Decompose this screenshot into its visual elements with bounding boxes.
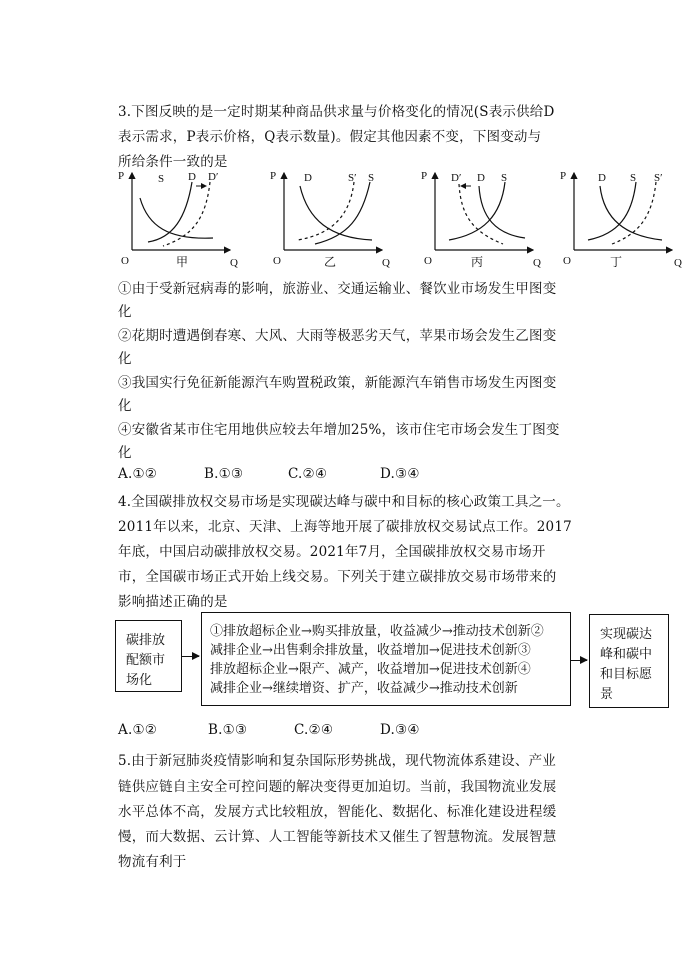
q3-option-c[interactable]: C.②④	[288, 466, 328, 482]
svg-text:D′: D′	[208, 171, 219, 183]
p-axis-label: P	[118, 170, 125, 182]
supply-curve	[140, 198, 213, 238]
q3-line-1: 3.下图反映的是一定时期某种商品供求量与价格变化的情况(S表示供给D	[118, 104, 555, 120]
q4-line-2: 2011年以来，北京、天津、上海等地开展了碳排放权交易试点工作。2017	[118, 519, 572, 535]
statement-3-cont: 化	[118, 398, 132, 414]
svg-text:D: D	[598, 172, 606, 184]
q5-line-4: 慢，而大数据、云计算、人工智能等新技术又催生了智慧物流。发展智慧	[118, 829, 557, 845]
svg-text:P: P	[270, 170, 277, 182]
q3-line-3: 所给条件一致的是	[118, 154, 228, 170]
q4-option-a[interactable]: A.①②	[118, 722, 158, 738]
svg-text:D: D	[477, 172, 485, 184]
supply-shifted-curve	[298, 182, 354, 240]
statement-1-cont: 化	[118, 304, 132, 320]
flow-middle-box: ①排放超标企业→购买排放量，收益减少→推动技术创新② 减排企业→出售剩余排放量，收益增加→促进技术创新③ 排放超标企业→限产、减产，收益增加→促进技术创新④ 减排企业→继续增资、扩产，收益减少→推动技术创新	[201, 612, 571, 706]
svg-text:S: S	[368, 172, 375, 184]
statement-3: ③我国实行免征新能源汽车购置税政策，新能源汽车销售市场发生丙图变	[118, 375, 557, 391]
statement-2-cont: 化	[118, 351, 132, 367]
svg-text:O: O	[273, 255, 281, 267]
svg-text:P: P	[421, 170, 428, 182]
q3-option-d[interactable]: D.③④	[380, 466, 420, 482]
graph-yi	[270, 168, 390, 272]
statement-4-cont: 化	[118, 445, 132, 461]
svg-text:S′: S′	[654, 172, 663, 184]
q4-option-b[interactable]: B.①③	[208, 722, 248, 738]
svg-text:D: D	[188, 171, 196, 183]
q4-line-5: 影响描述正确的是	[118, 594, 228, 610]
svg-text:Q: Q	[674, 257, 682, 269]
flow-arrow-1	[182, 656, 199, 657]
q3-option-b[interactable]: B.①③	[204, 466, 244, 482]
svg-text:Q: Q	[533, 257, 541, 269]
graph-bing	[421, 168, 541, 272]
svg-text:D′: D′	[451, 172, 462, 184]
svg-text:S: S	[630, 172, 637, 184]
q4-option-d[interactable]: D.③④	[380, 722, 420, 738]
svg-text:S′: S′	[348, 172, 357, 184]
graph-caption: 甲	[176, 255, 189, 269]
svg-text:S: S	[158, 173, 165, 185]
svg-text:S: S	[501, 172, 508, 184]
svg-text:D: D	[304, 172, 312, 184]
svg-text:乙: 乙	[324, 255, 337, 269]
svg-text:丙: 丙	[471, 255, 484, 269]
q3-option-a[interactable]: A.①②	[118, 466, 158, 482]
q5-line-5: 物流有利于	[118, 854, 187, 870]
svg-text:Q: Q	[382, 257, 390, 269]
q4-line-1: 4.全国碳排放权交易市场是实现碳达峰与碳中和目标的核心政策工具之一。	[118, 494, 570, 510]
q-axis-label: Q	[230, 257, 238, 269]
statement-1: ①由于受新冠病毒的影响，旅游业、交通运输业、餐饮业市场发生甲图变	[118, 281, 557, 297]
supply-curve	[449, 182, 505, 240]
statement-2: ②花期时遭遇倒春寒、大风、大雨等极恶劣天气，苹果市场会发生乙图变	[118, 328, 557, 344]
q4-line-3: 年底，中国启动碳排放权交易。2021年7月，全国碳排放权交易市场开	[118, 544, 546, 560]
q4-line-4: 市，全国碳市场正式开始上线交易。下列关于建立碳排放交易市场带来的	[118, 569, 557, 585]
q3-line-2: 表示需求，P表示价格，Q表示数量)。假定其他因素不变，下图变动与	[118, 129, 542, 145]
svg-text:O: O	[424, 255, 432, 267]
statement-4: ④安徽省某市住宅用地供应较去年增加25%，该市住宅市场会发生丁图变	[118, 422, 560, 438]
svg-text:O: O	[563, 255, 571, 267]
svg-text:丁: 丁	[610, 255, 623, 269]
flow-left-box: 碳排放 配额市 场化	[115, 620, 182, 692]
flow-arrow-2	[571, 660, 587, 661]
supply-curve	[588, 182, 636, 240]
demand-curve	[479, 186, 525, 238]
origin-label: O	[121, 255, 129, 267]
q5-line-3: 水平总体不高，发展方式比较粗放，智能化、数据化、标准化建设进程缓	[118, 804, 557, 820]
graph-jia	[118, 168, 238, 272]
q4-options	[118, 722, 420, 738]
demand-curve	[300, 186, 372, 240]
q4-option-c[interactable]: C.②④	[294, 722, 334, 738]
q5-line-1: 5.由于新冠肺炎疫情影响和复杂国际形势挑战，现代物流体系建设、产业	[118, 753, 556, 769]
q3-options	[118, 466, 420, 482]
flow-right-box: 实现碳达 峰和碳中 和目标愿 景	[589, 614, 669, 708]
q5-line-2: 链供应链自主安全可控问题的解决变得更加迫切。当前，我国物流业发展	[118, 779, 557, 795]
graph-ding	[560, 168, 680, 272]
svg-text:P: P	[560, 170, 567, 182]
